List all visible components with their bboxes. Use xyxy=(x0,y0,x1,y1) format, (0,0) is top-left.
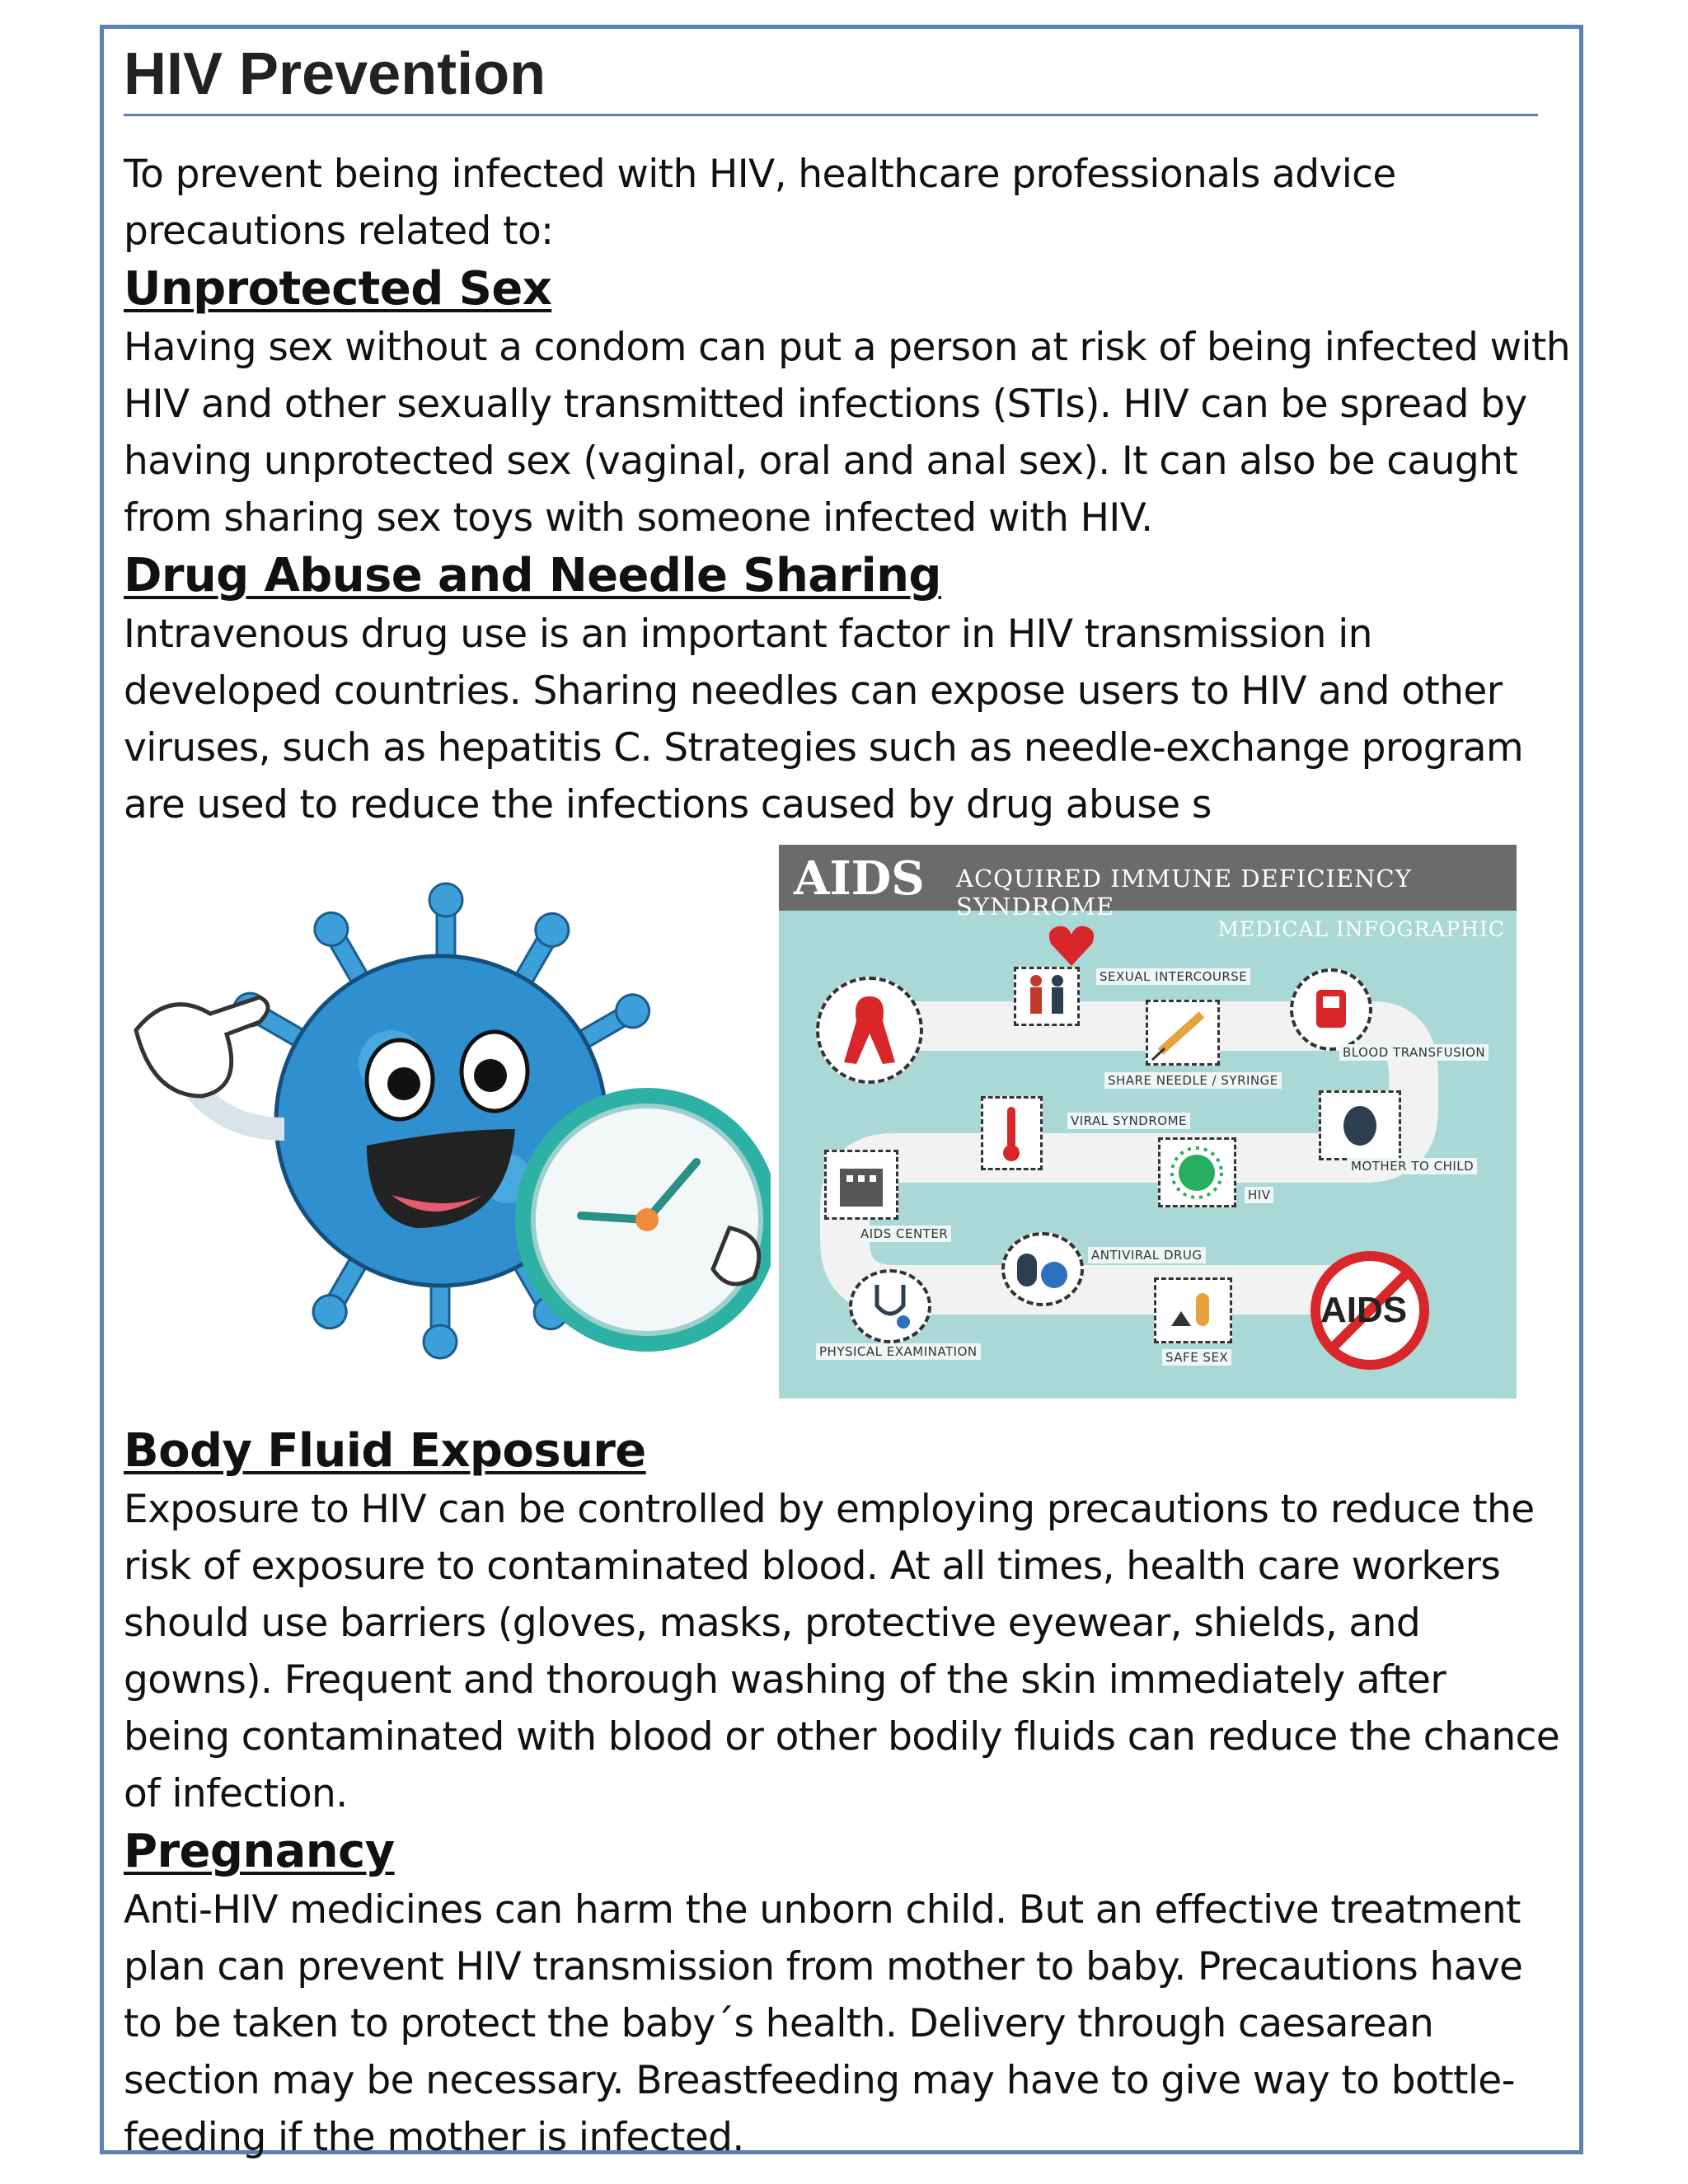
label-safe-sex: SAFE SEX xyxy=(1162,1349,1231,1366)
label-share-needle: SHARE NEEDLE / SYRINGE xyxy=(1104,1072,1282,1089)
section-heading-body-fluid: Body Fluid Exposure xyxy=(124,1424,646,1478)
section-text-line: Having sex without a condom can put a person at risk of being infected with xyxy=(124,325,1570,370)
section-heading-drug-abuse: Drug Abuse and Needle Sharing xyxy=(124,549,941,602)
infographic-subtitle: ACQUIRED IMMUNE DEFICIENCY SYNDROME xyxy=(956,865,1412,921)
label-physical-examination: PHYSICAL EXAMINATION xyxy=(816,1343,981,1360)
blood-bag-icon xyxy=(1290,968,1372,1051)
condom-icon xyxy=(1154,1277,1232,1343)
section-text-line: should use barriers (gloves, masks, protective eyewear, shields, and xyxy=(124,1601,1421,1646)
section-text-line: feeding if the mother is infected. xyxy=(124,2115,744,2160)
section-text-line: viruses, such as hepatitis C. Strategies such as needle-exchange program xyxy=(124,725,1524,771)
aids-infographic xyxy=(779,845,1517,1399)
people-icon xyxy=(1014,967,1080,1026)
section-text-line: are used to reduce the infections caused by drug abuse s xyxy=(124,782,1212,827)
virus-cartoon-image xyxy=(120,882,771,1385)
label-viral-syndrome: VIRAL SYNDROME xyxy=(1067,1113,1190,1129)
syringe-icon xyxy=(1146,1000,1220,1066)
pills-icon xyxy=(1001,1232,1084,1306)
no-aids-sign-text: AIDS xyxy=(1320,1290,1408,1330)
title-underline xyxy=(124,114,1538,116)
section-heading-pregnancy: Pregnancy xyxy=(124,1825,395,1878)
section-text-line: developed countries. Sharing needles can expose users to HIV and other xyxy=(124,668,1503,714)
section-text-line: from sharing sex toys with someone infected with HIV. xyxy=(124,495,1153,541)
intro-line: To prevent being infected with HIV, healthcare professionals advice xyxy=(124,152,1396,197)
section-text-line: Exposure to HIV can be controlled by employing precautions to reduce the xyxy=(124,1487,1535,1532)
section-text-line: Anti-HIV medicines can harm the unborn child. But an effective treatment xyxy=(124,1887,1521,1933)
label-sexual-intercourse: SEXUAL INTERCOURSE xyxy=(1096,968,1250,985)
ribbon-icon xyxy=(816,977,923,1084)
label-antiviral-drug: ANTIVIRAL DRUG xyxy=(1088,1247,1206,1263)
label-mother-to-child: MOTHER TO CHILD xyxy=(1348,1158,1477,1174)
section-text-line: plan can prevent HIV transmission from mother to baby. Precautions have xyxy=(124,1944,1523,1990)
stethoscope-icon xyxy=(849,1269,931,1343)
section-text-line: being contaminated with blood or other bodily fluids can reduce the chance xyxy=(124,1714,1560,1760)
section-text-line: of infection. xyxy=(124,1771,348,1816)
hospital-icon xyxy=(824,1150,898,1220)
fetus-icon xyxy=(1319,1090,1401,1160)
label-hiv: HIV xyxy=(1245,1187,1273,1203)
page-title: HIV Prevention xyxy=(124,41,546,107)
label-blood-transfusion: BLOOD TRANSFUSION xyxy=(1339,1044,1489,1061)
heart-icon xyxy=(1047,923,1096,968)
hiv-virus-icon xyxy=(1158,1137,1236,1207)
infographic-tagline: MEDICAL INFOGRAPHIC xyxy=(1217,917,1505,941)
section-text-line: to be taken to protect the baby´s health. Delivery through caesarean xyxy=(124,2001,1434,2046)
label-aids-center: AIDS CENTER xyxy=(857,1226,951,1242)
no-aids-sign xyxy=(1300,1249,1440,1372)
document-content xyxy=(124,35,1574,2166)
section-text-line: Intravenous drug use is an important factor in HIV transmission in xyxy=(124,612,1372,657)
section-text-line: gowns). Frequent and thorough washing of the skin immediately after xyxy=(124,1657,1447,1703)
section-text-line: risk of exposure to contaminated blood. At all times, health care workers xyxy=(124,1544,1501,1589)
section-text-line: section may be necessary. Breastfeeding may have to give way to bottle- xyxy=(124,2058,1515,2103)
section-text-line: HIV and other sexually transmitted infections (STIs). HIV can be spread by xyxy=(124,382,1527,427)
figure-row xyxy=(124,845,1574,1413)
infographic-title: AIDS xyxy=(794,851,925,906)
intro-line: precautions related to: xyxy=(124,209,554,254)
thermometer-icon xyxy=(981,1096,1043,1170)
section-text-line: having unprotected sex (vaginal, oral and anal sex). It can also be caught xyxy=(124,438,1518,484)
section-heading-unprotected-sex: Unprotected Sex xyxy=(124,262,552,316)
